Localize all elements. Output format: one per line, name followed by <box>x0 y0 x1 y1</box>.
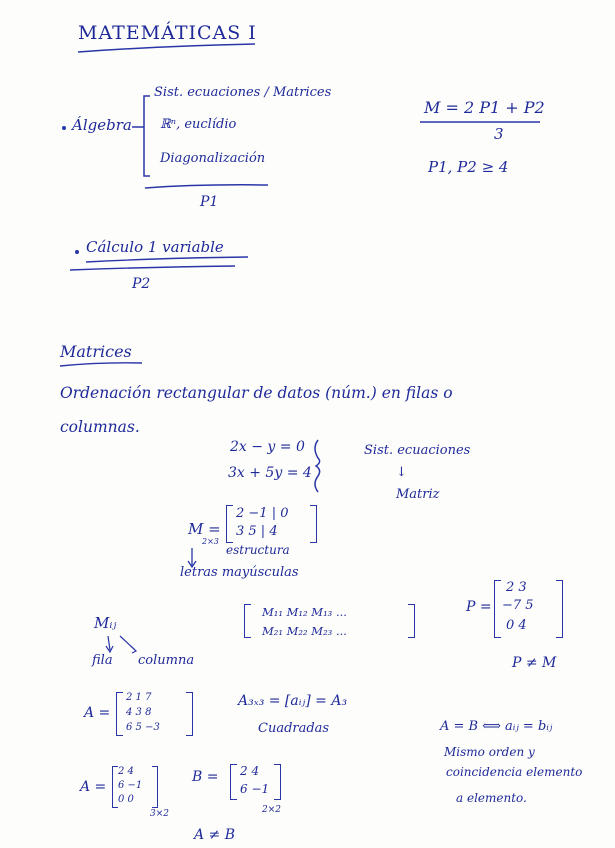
mismo-line-3: a elemento. <box>456 791 527 805</box>
matrices-heading: Matrices <box>60 342 132 361</box>
system-label: Sist. ecuaciones <box>364 443 471 458</box>
general-row-1: M₁₁ M₁₂ M₁₃ ... <box>262 605 347 619</box>
p-row-1: 2 3 <box>506 580 527 595</box>
mismo-line-1: Mismo orden y <box>444 745 535 759</box>
columna-label: columna <box>138 653 195 668</box>
calculo-label: Cálculo 1 variable <box>86 238 224 256</box>
p-label: P = <box>466 599 492 615</box>
m-bracket-left <box>226 505 233 543</box>
calculo-group: P2 <box>132 276 151 292</box>
p-row-3: 0 4 <box>506 618 527 633</box>
b-row-1: 2 4 <box>240 764 260 778</box>
definition-line-1: Ordenación rectangular de datos (núm.) en filas o <box>60 384 453 402</box>
a-row-1: 2 1 7 <box>126 692 152 703</box>
a2-bracket-right <box>152 766 158 808</box>
system-eq-1: 2x − y = 0 <box>230 439 305 455</box>
a2-row-2: 6 −1 <box>118 780 143 791</box>
a-neq-b: A ≠ B <box>194 827 236 843</box>
algebra-label: Álgebra <box>72 116 132 134</box>
m-bracket-right <box>310 505 317 543</box>
algebra-item-3: Diagonalización <box>160 151 266 166</box>
estructura-note: estructura <box>226 543 290 557</box>
b-bracket-left <box>230 764 237 800</box>
p-row-2: −7 5 <box>502 598 534 613</box>
mayusculas-note: letras mayúsculas <box>180 565 299 580</box>
p-neq-m: P ≠ M <box>512 655 557 671</box>
a-row-2: 4 3 8 <box>126 707 152 718</box>
m-label: M = <box>188 520 221 538</box>
b-dims: 2×2 <box>262 805 281 815</box>
a-label: A = <box>84 705 111 721</box>
system-eq-2: 3x + 5y = 4 <box>228 465 312 481</box>
grading-formula: M = 2 P1 + P2 <box>424 98 545 117</box>
algebra-item-2: ℝⁿ, euclídio <box>160 117 237 132</box>
general-bracket-left <box>244 604 251 638</box>
m-dims: 2×3 <box>202 537 219 546</box>
a2-row-3: 0 0 <box>118 794 134 805</box>
cuadradas-label: Cuadradas <box>258 721 330 736</box>
p-bracket-right <box>556 580 563 638</box>
a2-label: A = <box>80 779 107 795</box>
a2-dims: 3×2 <box>150 809 169 819</box>
a-row-3: 6 5 −3 <box>126 722 160 733</box>
page-title: MATEMÁTICAS I <box>78 22 257 44</box>
b-bracket-right <box>274 764 281 800</box>
definition-line-2: columnas. <box>60 418 140 436</box>
b-row-2: 6 −1 <box>240 782 270 796</box>
fila-label: fila <box>92 653 113 668</box>
a2-row-1: 2 4 <box>118 766 134 777</box>
a-bracket-left <box>116 692 123 736</box>
mij-label: Mᵢⱼ <box>94 614 117 632</box>
algebra-item-1: Sist. ecuaciones / Matrices <box>154 85 332 100</box>
grading-condition: P1, P2 ≥ 4 <box>428 158 509 176</box>
general-row-2: M₂₁ M₂₂ M₂₃ ... <box>262 624 347 638</box>
system-arrow: ↓ <box>396 465 407 480</box>
a3x3-notation: A₃ₓ₃ = [aᵢⱼ] = A₃ <box>238 693 348 709</box>
m-row-2: 3 5 | 4 <box>236 524 278 539</box>
mismo-line-2: coincidencia elemento <box>446 765 583 779</box>
algebra-group: P1 <box>200 194 219 210</box>
b-label: B = <box>192 769 219 785</box>
p-bracket-left <box>494 580 501 638</box>
grading-denominator: 3 <box>494 125 504 143</box>
general-bracket-right <box>408 604 415 638</box>
equality-rule: A = B ⟺ aᵢⱼ = bᵢⱼ <box>440 719 553 734</box>
matriz-label: Matriz <box>396 487 440 502</box>
a-bracket-right <box>186 692 193 736</box>
m-row-1: 2 −1 | 0 <box>236 506 289 521</box>
